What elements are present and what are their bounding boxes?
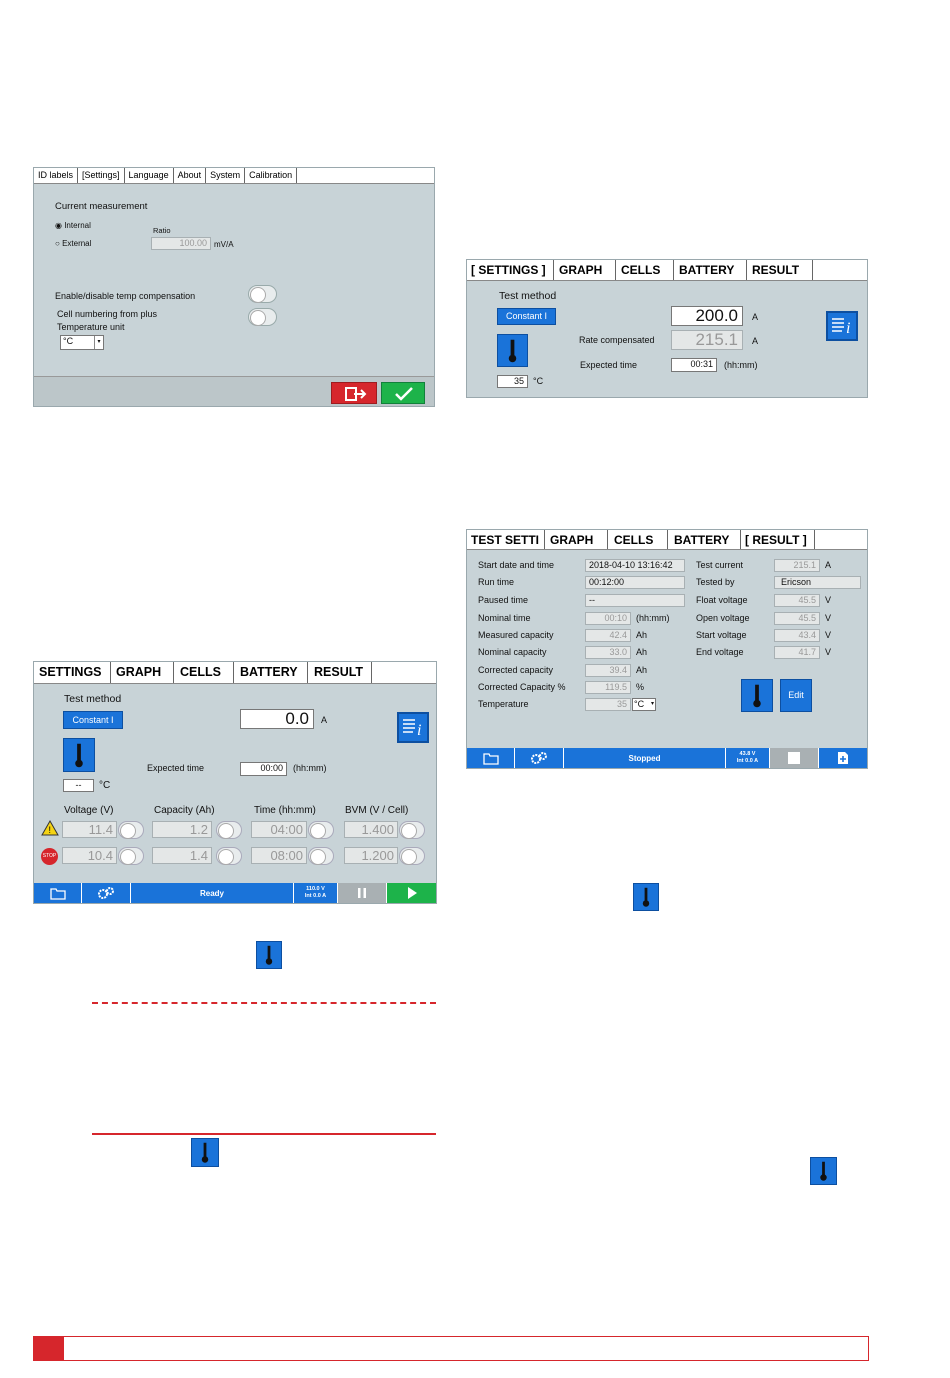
warn-time-toggle[interactable] [308,821,334,839]
expected-time-label: Expected time [580,360,638,370]
ratio-label: Ratio [153,226,171,235]
constant-current-button[interactable]: Constant I [497,308,556,325]
temp-compensation-toggle[interactable] [248,285,277,303]
start-voltage-value: 43.4 [774,629,820,642]
thermometer-button-inline-1 [256,941,282,969]
thermometer-icon [64,739,94,771]
tab-language[interactable]: Language [125,168,174,183]
thermometer-icon [742,680,772,711]
expected-time-input[interactable]: 00:31 [671,358,717,372]
voltage-readout-line1: 110.0 V [306,886,325,892]
temperature-input[interactable]: -- [63,779,94,792]
tab-result[interactable]: RESULT [308,662,372,683]
main-tab-bar [467,260,867,281]
stop-voltage-toggle[interactable] [118,847,144,865]
temperature-unit-value: °C [63,336,74,346]
constant-current-button[interactable]: Constant I [63,711,123,729]
test-method-label: Test method [64,693,122,705]
tab-settings[interactable]: [ SETTINGS ] [467,260,554,280]
temperature-unit: °C [99,780,111,791]
tab-cells[interactable]: CELLS [174,662,234,683]
svg-text:i: i [846,320,851,337]
temperature-unit-value: °C [634,699,645,709]
temperature-unit-select[interactable] [632,698,656,711]
play-button[interactable] [387,883,436,903]
exit-button[interactable] [331,382,377,404]
info-document-icon[interactable] [826,311,858,341]
start-date-label: Start date and time [478,560,555,570]
settings-tab-bar [34,168,434,184]
stop-bvm-toggle[interactable] [399,847,425,865]
settings-rate-screenshot [466,259,868,398]
expected-time-unit: (hh:mm) [724,360,758,370]
test-current-label: Test current [696,560,744,570]
caution-top-dashed-line [92,1002,436,1004]
tested-by-value: Ericson [774,576,861,589]
thermometer-icon [498,335,527,366]
chevron-down-icon: ▾ [650,701,654,707]
corrected-capacity-pct-unit: % [636,682,645,692]
stop-button[interactable] [770,748,819,768]
stop-time-input[interactable]: 08:00 [251,847,307,864]
temperature-unit-select[interactable] [60,335,104,350]
tab-test-settings[interactable]: TEST SETTI [467,530,545,549]
caution-bottom-line [92,1133,436,1135]
tab-settings[interactable]: [Settings] [78,168,125,183]
result-screenshot [466,529,868,769]
warn-bvm-toggle[interactable] [399,821,425,839]
open-voltage-label: Open voltage [696,613,750,623]
folder-icon [50,887,66,900]
open-voltage-value: 45.5 [774,612,820,625]
tab-battery[interactable]: BATTERY [668,530,741,549]
new-document-button[interactable] [819,748,867,768]
gear-icon [96,886,116,900]
tab-system[interactable]: System [206,168,245,183]
voltage-readout-line2: Int 0.0 A [736,758,759,764]
tab-result[interactable]: [ RESULT ] [741,530,815,549]
rate-compensated-unit: A [752,336,759,346]
tab-result[interactable]: RESULT [747,260,813,280]
nominal-capacity-value: 33.0 [585,646,631,659]
thermometer-icon [257,942,281,968]
stop-icon-text: STOP [42,853,57,859]
nominal-capacity-unit: Ah [636,647,648,657]
stop-bvm-input[interactable]: 1.200 [344,847,398,864]
tab-graph[interactable]: GRAPH [554,260,616,280]
open-voltage-unit: V [825,613,832,623]
status-bar [467,748,867,768]
checkmark-icon [382,383,426,405]
test-current-unit: A [825,560,832,570]
svg-text:i: i [417,722,422,739]
tab-about[interactable]: About [174,168,207,183]
warn-capacity-toggle[interactable] [216,821,242,839]
tab-cells[interactable]: CELLS [616,260,674,280]
warn-bvm-input[interactable]: 1.400 [344,821,398,838]
tab-calibration[interactable]: Calibration [245,168,297,183]
thermometer-icon [634,884,658,910]
measured-capacity-unit: Ah [636,630,648,640]
folder-button[interactable] [467,748,515,768]
temperature-unit-label: Temperature unit [57,322,125,332]
start-date-value: 2018-04-10 13:16:42 [585,559,685,572]
voltage-header: Voltage (V) [64,805,114,816]
cell-numbering-toggle[interactable] [248,308,277,326]
settings-dialog-screenshot [33,167,435,407]
footer-red-block [33,1336,64,1361]
tab-settings[interactable]: SETTINGS [34,662,111,683]
edit-button[interactable]: Edit [780,679,812,712]
voltage-readout [726,748,770,768]
run-time-label: Run time [478,577,515,587]
temperature-button[interactable] [741,679,773,712]
ratio-unit: mV/A [214,240,234,249]
current-input[interactable]: 0.0 [240,709,314,729]
warn-time-input[interactable]: 04:00 [251,821,307,838]
warn-capacity-input[interactable]: 1.2 [152,821,212,838]
start-voltage-unit: V [825,630,832,640]
stop-capacity-toggle[interactable] [216,847,242,865]
play-icon [405,886,419,900]
corrected-capacity-label: Corrected capacity [478,665,554,675]
temperature-input[interactable]: 35 [497,375,528,388]
nominal-time-value: 00:10 [585,612,631,625]
radio-external-label: External [62,239,92,248]
ratio-input[interactable]: 100.00 [151,237,211,250]
tested-by-label: Tested by [696,577,735,587]
time-header: Time (hh:mm) [254,805,316,816]
tab-battery[interactable]: BATTERY [234,662,308,683]
float-voltage-unit: V [825,595,832,605]
page-footer-bar [33,1336,869,1361]
chevron-down-icon: ▾ [94,336,103,349]
measured-capacity-value: 42.4 [585,629,631,642]
voltage-readout-line2: Int 0.0 A [304,893,327,899]
radio-external[interactable]: ○ External [55,239,92,248]
thermometer-button-inline-4 [810,1157,837,1185]
radio-internal-label: Internal [64,221,91,230]
expected-time-label: Expected time [147,763,205,773]
test-current-value: 215.1 [774,559,820,572]
folder-icon [483,752,499,765]
expected-time-unit: (hh:mm) [293,763,327,773]
bvm-header: BVM (V / Cell) [345,805,409,816]
stop-time-toggle[interactable] [308,847,334,865]
voltage-readout [294,883,338,903]
tab-graph[interactable]: GRAPH [545,530,608,549]
nominal-time-unit: (hh:mm) [636,613,670,623]
current-measurement-heading: Current measurement [55,201,148,212]
end-voltage-unit: V [825,647,832,657]
paused-time-label: Paused time [478,595,529,605]
stop-voltage-input[interactable]: 10.4 [62,847,117,864]
current-unit: A [321,715,328,725]
temperature-unit: °C [533,376,544,386]
end-voltage-value: 41.7 [774,646,820,659]
main-tab-bar [34,662,436,684]
start-voltage-label: Start voltage [696,630,747,640]
cell-numbering-label: Cell numbering from plus [57,309,158,319]
rate-compensated-label: Rate compensated [579,335,655,345]
thermometer-icon [811,1158,836,1184]
pause-icon [355,887,369,899]
corrected-capacity-value: 39.4 [585,664,631,677]
settings-button[interactable] [515,748,564,768]
temperature-value: 35 [585,698,631,711]
paused-time-value: -- [585,594,685,607]
corrected-capacity-unit: Ah [636,665,648,675]
temperature-button[interactable] [497,334,528,367]
nominal-capacity-label: Nominal capacity [478,647,547,657]
current-input[interactable]: 200.0 [671,306,743,326]
tab-cells[interactable]: CELLS [608,530,668,549]
warning-icon [41,820,59,836]
radio-internal[interactable]: ◉ Internal [55,221,91,230]
thermometer-button-inline-2 [633,883,659,911]
thermometer-button-inline-3 [191,1138,219,1167]
tab-battery[interactable]: BATTERY [674,260,747,280]
status-text: Stopped [564,748,726,768]
float-voltage-label: Float voltage [696,595,748,605]
warn-voltage-input[interactable]: 11.4 [62,821,117,838]
settings-main-screenshot [33,661,437,904]
gear-icon [529,751,549,765]
folder-button[interactable] [34,883,82,903]
tab-id-labels[interactable]: ID labels [34,168,78,183]
settings-button[interactable] [82,883,131,903]
voltage-readout-line1: 43.8 V [739,751,756,757]
corrected-capacity-pct-value: 119.5 [585,681,631,694]
measured-capacity-label: Measured capacity [478,630,554,640]
confirm-button[interactable] [381,382,425,404]
rate-compensated-value: 215.1 [671,330,743,350]
stop-capacity-input[interactable]: 1.4 [152,847,212,864]
stop-icon [41,848,58,865]
capacity-header: Capacity (Ah) [154,805,215,816]
pause-button[interactable] [338,883,387,903]
tab-graph[interactable]: GRAPH [111,662,174,683]
status-text: Ready [131,883,294,903]
exit-icon [332,383,378,405]
end-voltage-label: End voltage [696,647,744,657]
corrected-capacity-pct-label: Corrected Capacity % [478,682,566,692]
new-document-icon [836,751,850,765]
svg-text:!: ! [48,825,52,835]
warn-voltage-toggle[interactable] [118,821,144,839]
temp-compensation-label: Enable/disable temp compensation [55,291,196,301]
run-time-value: 00:12:00 [585,576,685,589]
stop-square-icon [787,751,801,765]
info-document-icon[interactable] [397,712,429,743]
current-unit: A [752,312,759,322]
test-method-label: Test method [499,290,557,302]
status-bar [34,883,436,903]
temperature-label: Temperature [478,699,529,709]
thermometer-icon [192,1139,218,1166]
float-voltage-value: 45.5 [774,594,820,607]
main-tab-bar [467,530,867,550]
expected-time-input[interactable]: 00:00 [240,762,287,776]
nominal-time-label: Nominal time [478,613,531,623]
temperature-button[interactable] [63,738,95,772]
